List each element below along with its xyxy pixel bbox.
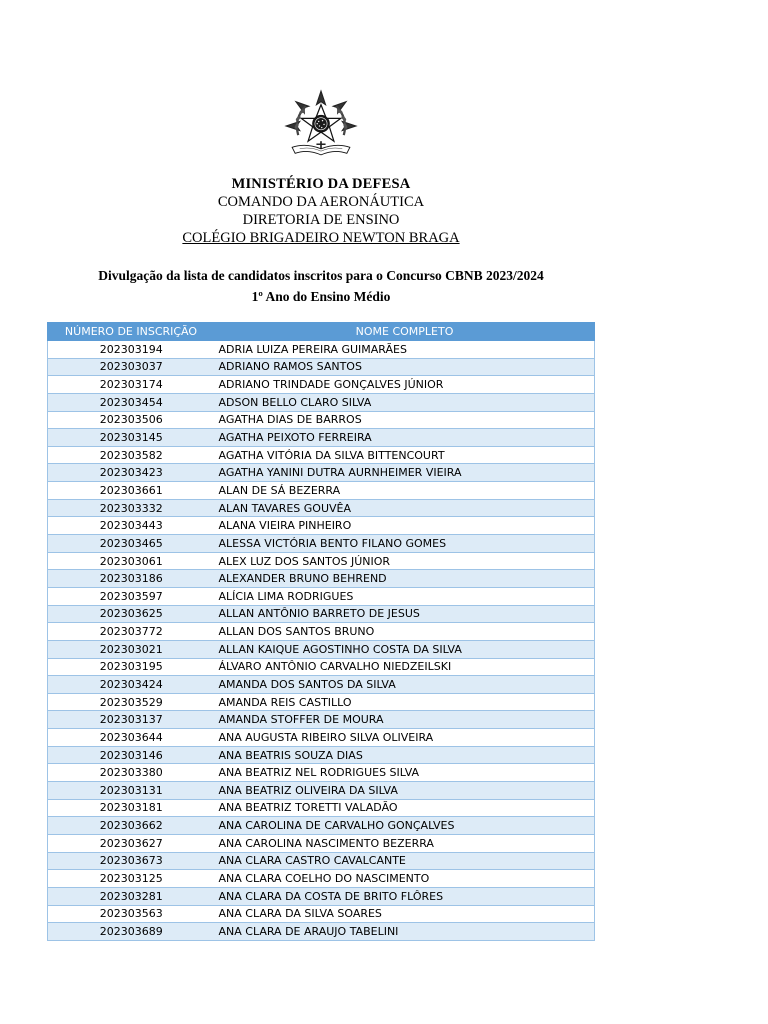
registration-number-cell: 202303673 (48, 852, 215, 870)
registration-number-cell: 202303689 (48, 923, 215, 941)
table-row (48, 887, 595, 905)
table-row (48, 552, 595, 570)
table-row (48, 746, 595, 764)
full-name-cell: AMANDA DOS SANTOS DA SILVA (215, 676, 595, 694)
full-name-cell: ADSON BELLO CLARO SILVA (215, 393, 595, 411)
column-header-name: NOME COMPLETO (215, 323, 595, 341)
registration-number-cell: 202303644 (48, 729, 215, 747)
registration-number-cell: 202303195 (48, 658, 215, 676)
full-name-cell: AMANDA REIS CASTILLO (215, 693, 595, 711)
registration-number-cell: 202303037 (48, 358, 215, 376)
table-header-row (48, 323, 595, 341)
full-name-cell: ALEX LUZ DOS SANTOS JÚNIOR (215, 552, 595, 570)
table-row (48, 640, 595, 658)
registration-number-cell: 202303529 (48, 693, 215, 711)
table-row (48, 817, 595, 835)
full-name-cell: ANA CLARA DE ARAUJO TABELINI (215, 923, 595, 941)
full-name-cell: ANA CLARA CASTRO CAVALCANTE (215, 852, 595, 870)
registration-number-cell: 202303661 (48, 482, 215, 500)
table-row (48, 587, 595, 605)
full-name-cell: ANA BEATRIS SOUZA DIAS (215, 746, 595, 764)
registration-number-cell: 202303281 (48, 887, 215, 905)
registration-number-cell: 202303181 (48, 799, 215, 817)
full-name-cell: ANA BEATRIZ TORETTI VALADÃO (215, 799, 595, 817)
table-row (48, 464, 595, 482)
full-name-cell: ALAN TAVARES GOUVÊA (215, 499, 595, 517)
table-row (48, 834, 595, 852)
full-name-cell: ANA CLARA DA SILVA SOARES (215, 905, 595, 923)
registration-number-cell: 202303424 (48, 676, 215, 694)
registration-number-cell: 202303174 (48, 376, 215, 394)
full-name-cell: ANA CAROLINA DE CARVALHO GONÇALVES (215, 817, 595, 835)
table-row (48, 905, 595, 923)
table-row (48, 782, 595, 800)
table-row (48, 570, 595, 588)
registration-number-cell: 202303563 (48, 905, 215, 923)
registration-number-cell: 202303131 (48, 782, 215, 800)
table-row (48, 623, 595, 641)
command-heading: COMANDO DA AERONÁUTICA (217, 194, 425, 210)
table-row (48, 676, 595, 694)
registration-number-cell: 202303332 (48, 499, 215, 517)
full-name-cell: ADRIA LUIZA PEREIRA GUIMARÃES (215, 341, 595, 359)
table-row (48, 411, 595, 429)
brazil-coat-of-arms-icon (283, 88, 359, 164)
full-name-cell: ANA CLARA COELHO DO NASCIMENTO (215, 870, 595, 888)
full-name-cell: ALEXANDER BRUNO BEHREND (215, 570, 595, 588)
table-row (48, 605, 595, 623)
ministry-heading: MINISTÉRIO DA DEFESA (231, 176, 411, 192)
full-name-cell: ANA AUGUSTA RIBEIRO SILVA OLIVEIRA (215, 729, 595, 747)
school-heading-text: COLÉGIO BRIGADEIRO NEWTON BRAGA (182, 230, 460, 246)
full-name-cell: ADRIANO RAMOS SANTOS (215, 358, 595, 376)
school-heading (0, 230, 642, 247)
table-row (48, 393, 595, 411)
registration-number-cell: 202303125 (48, 870, 215, 888)
full-name-cell: ANA CLARA DA COSTA DE BRITO FLÔRES (215, 887, 595, 905)
table-row (48, 658, 595, 676)
registration-number-cell: 202303506 (48, 411, 215, 429)
registration-number-cell: 202303454 (48, 393, 215, 411)
table-row (48, 446, 595, 464)
full-name-cell: ANA CAROLINA NASCIMENTO BEZERRA (215, 834, 595, 852)
registration-number-cell: 202303061 (48, 552, 215, 570)
table-row (48, 499, 595, 517)
table-row (48, 517, 595, 535)
registration-number-cell: 202303625 (48, 605, 215, 623)
registration-number-cell: 202303582 (48, 446, 215, 464)
full-name-cell: ALÍCIA LIMA RODRIGUES (215, 587, 595, 605)
notice-subtitle: 1º Ano do Ensino Médio (251, 289, 391, 304)
full-name-cell: ALAN DE SÁ BEZERRA (215, 482, 595, 500)
notice-title: Divulgação da lista de candidatos inscritos para o Concurso CBNB 2023/2024 (98, 268, 544, 283)
registration-number-cell: 202303597 (48, 587, 215, 605)
registration-number-cell: 202303662 (48, 817, 215, 835)
table-row (48, 376, 595, 394)
registration-number-cell: 202303021 (48, 640, 215, 658)
table-row (48, 693, 595, 711)
full-name-cell: ALESSA VICTÓRIA BENTO FILANO GOMES (215, 535, 595, 553)
table-row (48, 799, 595, 817)
column-header-registration: NÚMERO DE INSCRIÇÃO (48, 323, 215, 341)
registration-number-cell: 202303627 (48, 834, 215, 852)
table-row (48, 341, 595, 359)
directorate-heading: DIRETORIA DE ENSINO (242, 212, 400, 228)
table-row (48, 358, 595, 376)
table-row (48, 870, 595, 888)
full-name-cell: AGATHA DIAS DE BARROS (215, 411, 595, 429)
registration-number-cell: 202303772 (48, 623, 215, 641)
table-row (48, 429, 595, 447)
registration-number-cell: 202303380 (48, 764, 215, 782)
full-name-cell: ANA BEATRIZ OLIVEIRA DA SILVA (215, 782, 595, 800)
table-row (48, 764, 595, 782)
full-name-cell: AGATHA YANINI DUTRA AURNHEIMER VIEIRA (215, 464, 595, 482)
full-name-cell: AMANDA STOFFER DE MOURA (215, 711, 595, 729)
registration-number-cell: 202303146 (48, 746, 215, 764)
registration-number-cell: 202303443 (48, 517, 215, 535)
full-name-cell: ANA BEATRIZ NEL RODRIGUES SILVA (215, 764, 595, 782)
table-row (48, 729, 595, 747)
full-name-cell: AGATHA PEIXOTO FERREIRA (215, 429, 595, 447)
full-name-cell: ÁLVARO ANTÔNIO CARVALHO NIEDZEILSKI (215, 658, 595, 676)
full-name-cell: ALLAN KAIQUE AGOSTINHO COSTA DA SILVA (215, 640, 595, 658)
table-row (48, 482, 595, 500)
registration-number-cell: 202303194 (48, 341, 215, 359)
full-name-cell: ADRIANO TRINDADE GONÇALVES JÚNIOR (215, 376, 595, 394)
registration-number-cell: 202303137 (48, 711, 215, 729)
full-name-cell: AGATHA VITÓRIA DA SILVA BITTENCOURT (215, 446, 595, 464)
registration-number-cell: 202303186 (48, 570, 215, 588)
table-row (48, 923, 595, 941)
full-name-cell: ALLAN ANTÔNIO BARRETO DE JESUS (215, 605, 595, 623)
registration-number-cell: 202303423 (48, 464, 215, 482)
candidates-table (47, 322, 595, 941)
table-row (48, 535, 595, 553)
full-name-cell: ALANA VIEIRA PINHEIRO (215, 517, 595, 535)
registration-number-cell: 202303465 (48, 535, 215, 553)
full-name-cell: ALLAN DOS SANTOS BRUNO (215, 623, 595, 641)
table-row (48, 711, 595, 729)
table-row (48, 852, 595, 870)
registration-number-cell: 202303145 (48, 429, 215, 447)
